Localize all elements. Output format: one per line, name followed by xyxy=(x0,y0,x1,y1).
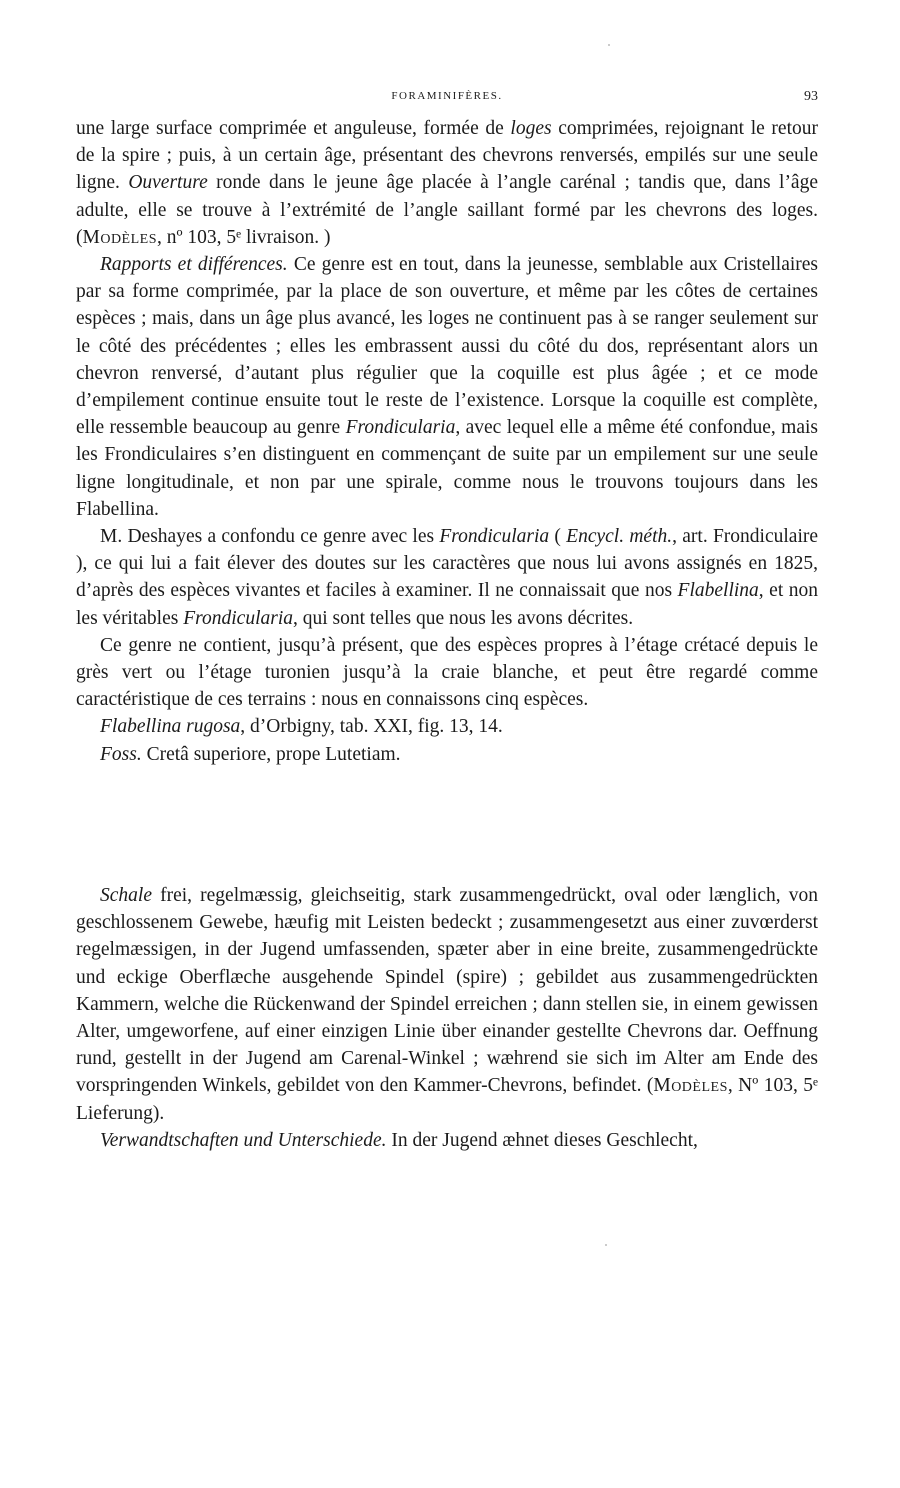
running-header xyxy=(76,90,818,108)
french-paragraph-4: Ce genre ne contient, jusqu’à présent, que des espèces propres à l’étage crétacé depuis le grès vert ou l’étage turonien jusqu’à la craie blanche, et peut être regardé comme caractéristique de ces terrains : nous en connaissons cinq espèces. xyxy=(76,634,818,711)
running-title: FORAMINIFÈRES. xyxy=(391,90,503,102)
paper-speck xyxy=(605,1244,607,1246)
german-section xyxy=(76,882,818,1154)
french-paragraph-3: M. Deshayes a confondu ce genre avec les Frondicularia ( Encycl. méth., art. Frondiculaire ), ce qui lui a fait élever des doutes sur les caractères que nous lui avons assignés en 1825, d’après des espèces vivantes et faciles à examiner. Il ne connaissait que nos Flabellina, et non les véritables Frondicularia, qui sont telles que nous les avons décrites. xyxy=(76,526,819,629)
french-section xyxy=(76,115,818,768)
fossil-locality: Foss. Cretâ superiore, prope Lutetiam. xyxy=(100,743,401,765)
french-paragraph-1: une large surface comprimée et anguleuse, formée de loges comprimées, rejoignant le retour de la spire ; puis, à un certain âge, présentant des chevrons renversés, empilés sur une seule ligne. Ouverture ronde dans le jeune âge placée à l’angle carénal ; tandis que, dans l’âge adulte, elle se trouve à l’extrémité de l’angle saillant formé par les chevrons des loges. (Modèles, nº 103, 5ᵉ livraison. ) xyxy=(76,118,818,248)
species-citation: Flabellina rugosa, d’Orbigny, tab. XXI, fig. 13, 14. xyxy=(100,716,503,738)
german-paragraph-1: Schale frei, regelmæssig, gleichseitig, stark zusammengedrückt, oval oder længlich, von geschlossenem Gewebe, hæufig mit Leisten bedeckt ; zusammengesetzt aus einer zuvœrderst regelmæssigen, in der Jugend umfassenden, spæter aber in eine breite, zusammengedrückte und eckige Oberflæche ausgehende Spindel (spire) ; gebildet aus zusammengedrückten Kammern, welche die Rückenwand der Spindel erreichen ; dann stellen sie, in einem gewissen Alter, umgeworfene, auf einer einzigen Linie über einander gestellte Chevrons dar. Oeffnung rund, gestellt in der Jugend am Carenal-Winkel ; wæhrend sie sich im Alter am Ende des vorspringenden Winkels, gebildet von den Kammer-Chevrons, befindet. (Modèles, Nº 103, 5ᵉ Lieferung). xyxy=(76,885,818,1124)
paper-speck xyxy=(608,44,610,46)
french-paragraph-2: Rapports et différences. Ce genre est en tout, dans la jeunesse, semblable aux Cristellaires par sa forme comprimée, par la place de son ouverture, et même par les côtes de certaines espèces ; mais, dans un âge plus avancé, les loges ne continuent pas à se ranger seulement sur le côté des précédentes ; elles les embrassent aussi du côté du dos, représentant alors un chevron renversé, d’autant plus régulier que la coquille est plus âgée ; et ce mode d’empilement continue ensuite tout le reste de l’existence. Lorsque la coquille est complète, elle ressemble beaucoup au genre Frondicularia, avec lequel elle a même été confondue, mais les Frondiculaires s’en distinguent en commençant de suite par un empilement sur une seule ligne longitudinale, et non par une spirale, comme nous le trouvons toujours dans les Flabellina. xyxy=(76,254,819,520)
page-number: 93 xyxy=(804,89,818,104)
german-paragraph-2: Verwandtschaften und Unterschiede. In der Jugend æhnet dieses Geschlecht, xyxy=(100,1129,698,1151)
